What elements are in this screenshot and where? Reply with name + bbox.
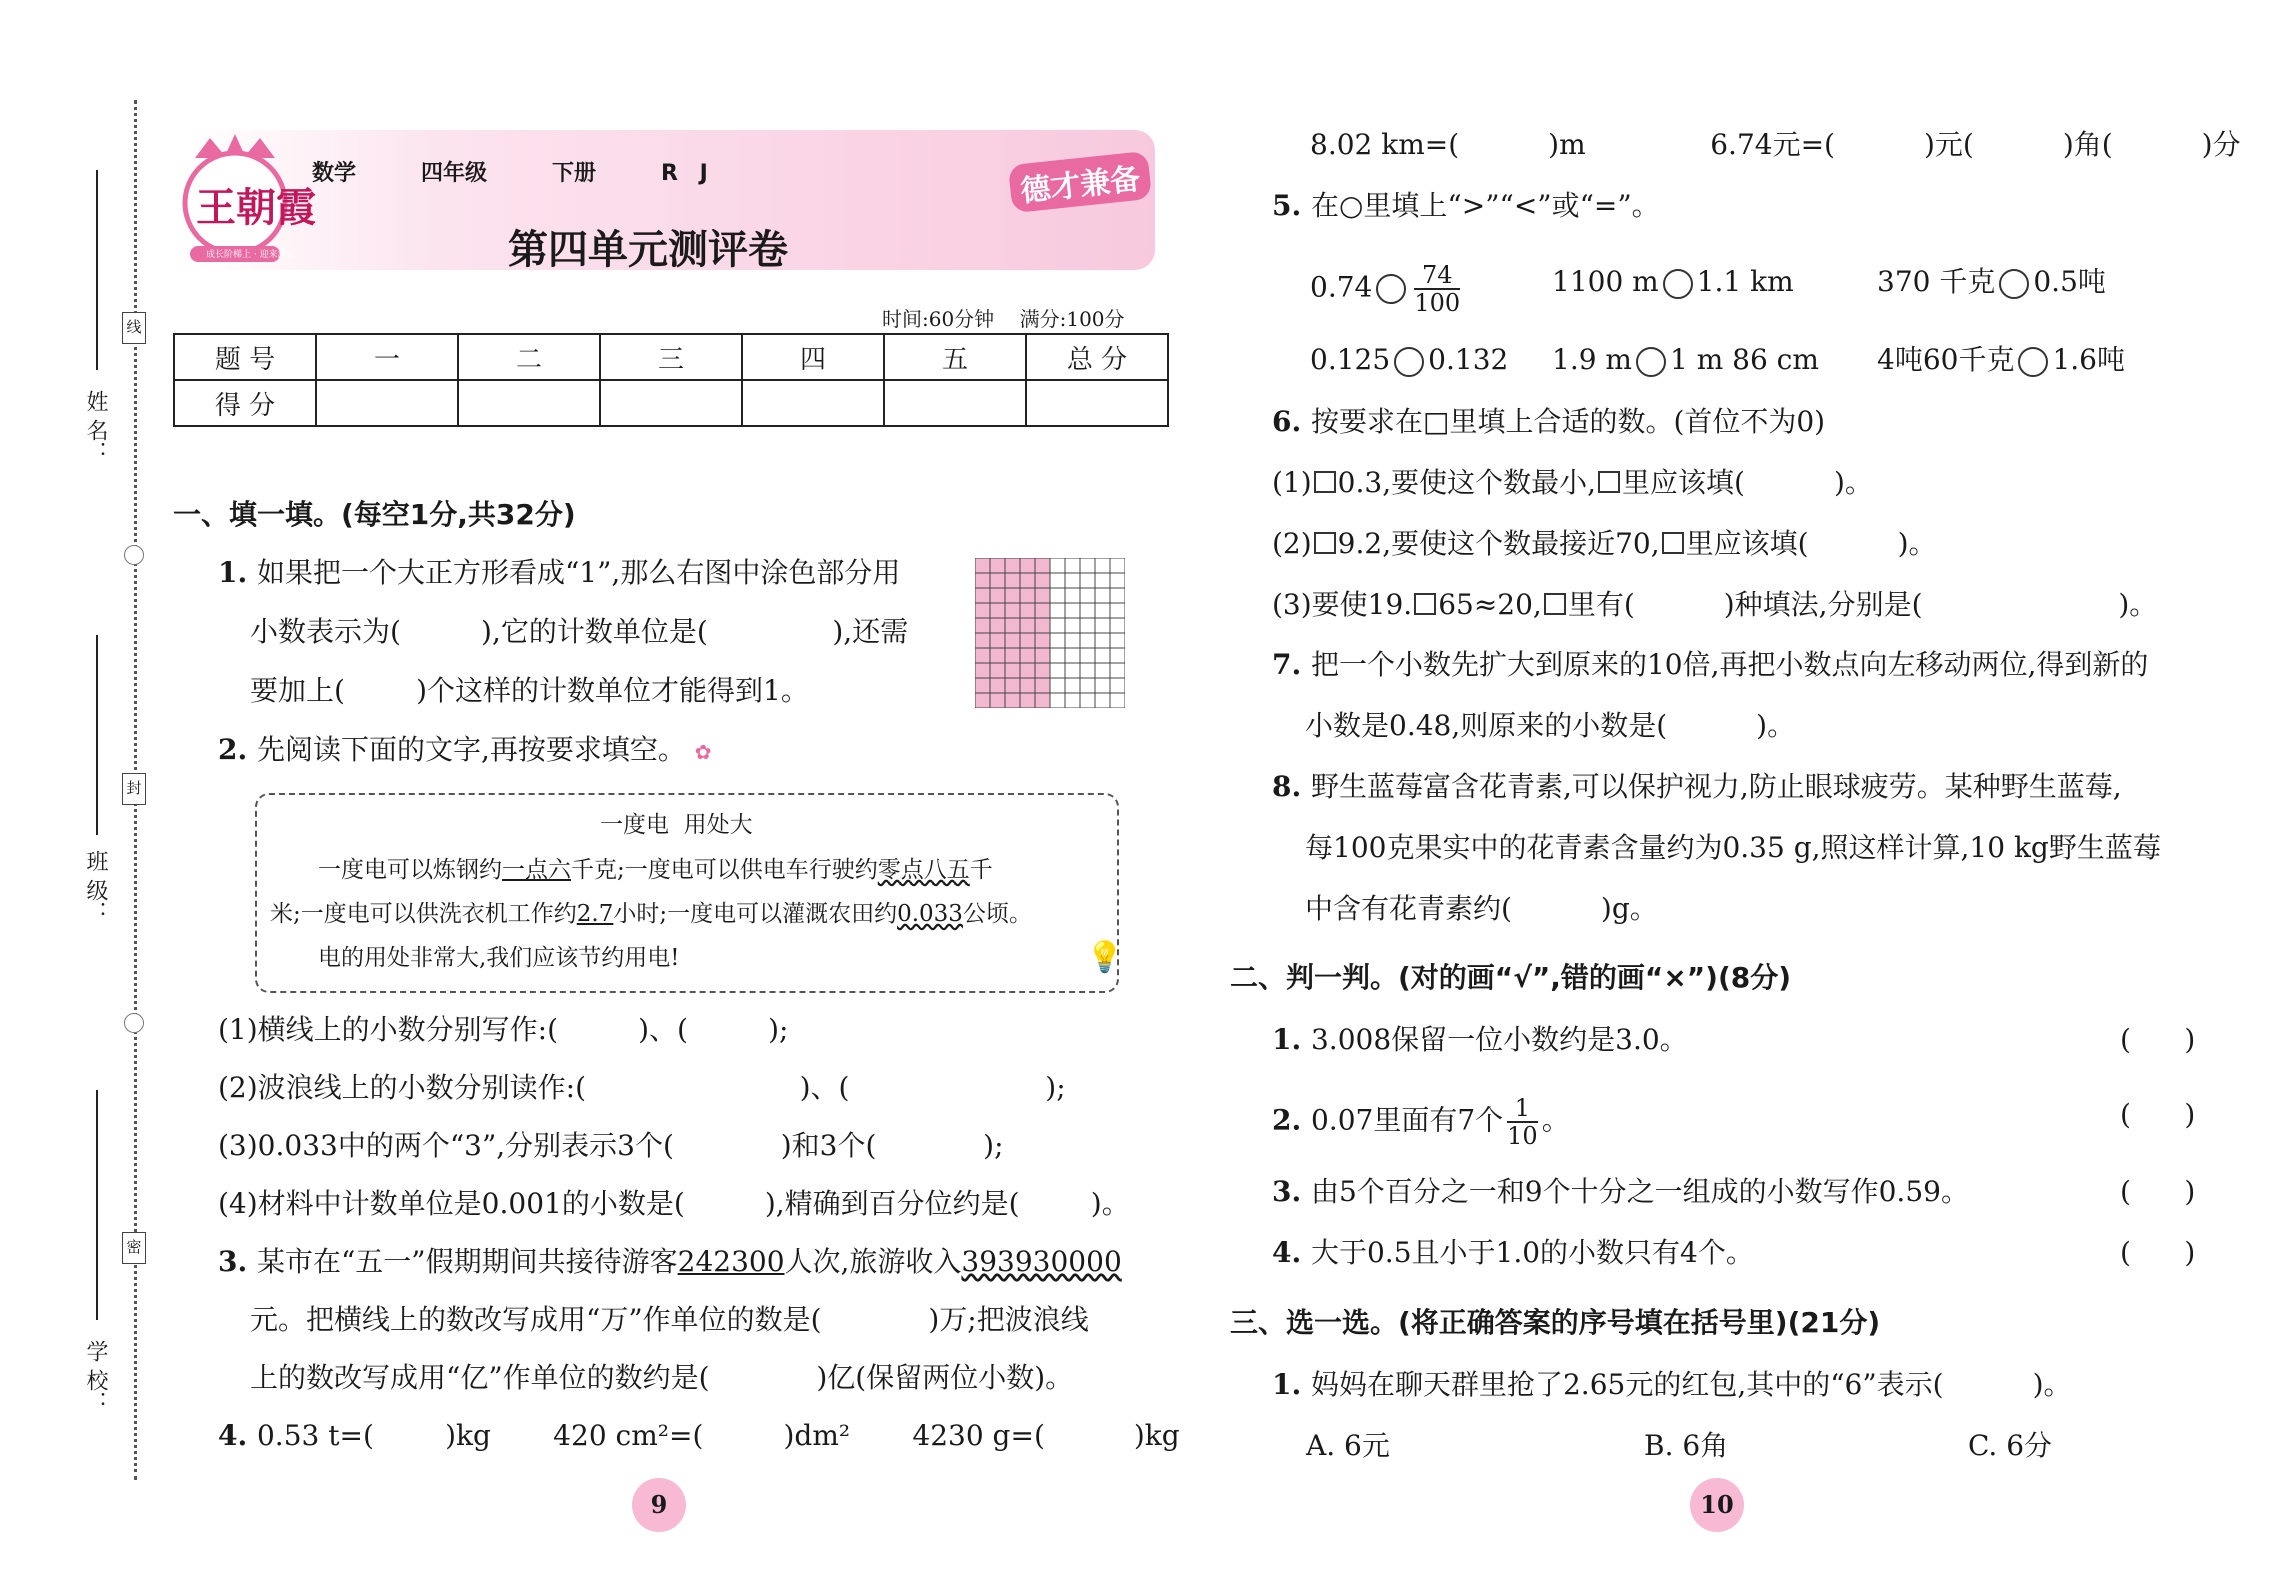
underlined-number: 242300 bbox=[677, 1245, 785, 1278]
q6-text: (1) bbox=[1272, 466, 1312, 499]
q-number: 3. bbox=[218, 1245, 257, 1278]
answer-paren[interactable]: ( ) bbox=[2120, 1175, 2196, 1208]
score-table-row bbox=[174, 334, 1168, 380]
seal-seal-mark: 封 bbox=[122, 773, 146, 805]
q-number: 1. bbox=[1272, 1023, 1311, 1056]
q6-text: 9.2,要使这个数最接近70, bbox=[1337, 527, 1660, 560]
choice-1: 妈妈在聊天群里抢了2.65元的红包,其中的“6”表示( )。 bbox=[1310, 1368, 2072, 1401]
answer-paren[interactable]: ( ) bbox=[2120, 1098, 2196, 1131]
reading-text: 米;一度电可以供洗衣机工作约 bbox=[270, 901, 577, 927]
compare-circle[interactable] bbox=[2018, 347, 2048, 377]
q6-text: 里应该填( )。 bbox=[1622, 466, 1873, 499]
score-header-cell: 总 分 bbox=[1026, 334, 1168, 380]
judge-4: 大于0.5且小于1.0的小数只有4个。 bbox=[1310, 1236, 1754, 1269]
compare-left: 0.74 bbox=[1310, 270, 1373, 304]
school-line bbox=[96, 1090, 98, 1320]
hundred-square-grid bbox=[975, 558, 1125, 708]
option-c[interactable]: C. 6分 bbox=[1968, 1429, 2053, 1462]
section2-title: 二、判一判。(对的画“√”,错的画“×”)(8分) bbox=[1230, 961, 1792, 994]
badge: 德才兼备 bbox=[1008, 151, 1152, 213]
volume: 下册 bbox=[552, 161, 597, 186]
section3-title: 三、选一选。(将正确答案的序号填在括号里)(21分) bbox=[1230, 1306, 1881, 1339]
compare-right: 1.6吨 bbox=[2052, 343, 2125, 376]
edition: R J bbox=[661, 161, 708, 186]
answer-paren[interactable]: ( ) bbox=[2120, 1236, 2196, 1269]
unit-conversion-line: 8.02 km=( )m 6.74元=( )元( )角( )分 bbox=[1310, 128, 2241, 161]
q8-line1: 野生蓝莓富含花青素,可以保护视力,防止眼球疲劳。某种野生蓝莓, bbox=[1310, 770, 2122, 803]
q-number: 2. bbox=[218, 733, 257, 766]
score-header-cell: 五 bbox=[884, 334, 1026, 380]
name-line bbox=[96, 170, 98, 370]
wavy-number: 0.033 bbox=[897, 901, 963, 927]
score-header-cell: 三 bbox=[600, 334, 742, 380]
q-number: 1. bbox=[218, 556, 257, 589]
compare-left: 0.125 bbox=[1310, 343, 1391, 376]
q7-line2: 小数是0.48,则原来的小数是( )。 bbox=[1305, 709, 1796, 742]
q6-text: 65≈20, bbox=[1438, 588, 1542, 621]
q1-line2: 小数表示为( ),它的计数单位是( ),还需 bbox=[250, 615, 909, 648]
compare-right: 1.1 km bbox=[1696, 265, 1794, 298]
q2-instruction: 先阅读下面的文字,再按要求填空。 bbox=[256, 733, 686, 766]
time-info: 时间:60分钟 满分:100分 bbox=[882, 307, 1125, 331]
q2-sub4: (4)材料中计数单位是0.001的小数是( ),精确到百分位约是( )。 bbox=[218, 1187, 1130, 1220]
reading-text: 公顷。 bbox=[962, 901, 1032, 927]
digit-box[interactable] bbox=[1414, 593, 1436, 615]
score-table bbox=[173, 333, 1169, 427]
option-a[interactable]: A. 6元 bbox=[1306, 1429, 1390, 1462]
q-number: 5. bbox=[1272, 189, 1311, 222]
score-cell[interactable] bbox=[600, 380, 742, 426]
q3-line3: 上的数改写成用“亿”作单位的数约是( )亿(保留两位小数)。 bbox=[250, 1361, 1074, 1394]
seal-line-mark: 线 bbox=[122, 312, 146, 344]
score-header-cell: 一 bbox=[316, 334, 458, 380]
header-meta bbox=[312, 156, 708, 187]
page-title: 第四单元测评卷 bbox=[508, 227, 788, 273]
reading-text: 千 bbox=[969, 857, 993, 883]
score-row-label: 得 分 bbox=[174, 380, 316, 426]
score-table-row bbox=[174, 380, 1168, 426]
logo-subtext: 成长阶梯上 · 迎来满足 bbox=[206, 250, 296, 260]
q5-instruction: 在○里填上“>”“<”或“=”。 bbox=[1310, 189, 1660, 222]
q-number: 6. bbox=[1272, 405, 1311, 438]
page-number: 10 bbox=[1690, 1478, 1744, 1532]
digit-box bbox=[1662, 532, 1684, 554]
judge-2: 0.07里面有7个 bbox=[1310, 1103, 1504, 1137]
compare-left: 1100 m bbox=[1552, 265, 1659, 298]
reading-title: 一度电 用处大 bbox=[600, 812, 753, 838]
q-number: 7. bbox=[1272, 648, 1311, 681]
q6-instruction: 按要求在□里填上合适的数。(首位不为0) bbox=[1310, 405, 1826, 438]
score-cell[interactable] bbox=[1026, 380, 1168, 426]
binding-hole-icon bbox=[124, 1013, 144, 1033]
q-number: 8. bbox=[1272, 770, 1311, 803]
score-header-cell: 四 bbox=[742, 334, 884, 380]
q6-text: 里应该填( )。 bbox=[1685, 527, 1937, 560]
fraction-denominator: 10 bbox=[1507, 1122, 1538, 1150]
q6-text: (3)要使19. bbox=[1272, 588, 1413, 621]
q6-text: 0.3,要使这个数最小, bbox=[1337, 466, 1597, 499]
score-cell[interactable] bbox=[316, 380, 458, 426]
class-label: 班 级： bbox=[83, 850, 108, 923]
score-cell[interactable] bbox=[884, 380, 1026, 426]
page-number: 9 bbox=[632, 1478, 686, 1532]
q-number: 1. bbox=[1272, 1368, 1311, 1401]
school-label: 学 校： bbox=[83, 1340, 108, 1413]
subject: 数学 bbox=[312, 161, 357, 186]
fraction-numerator: 74 bbox=[1414, 262, 1460, 290]
underlined-number: 一点六 bbox=[502, 857, 571, 883]
q6-text: 里有( )种填法,分别是( )。 bbox=[1567, 588, 2158, 621]
q3-text: 某市在“五一”假期期间共接待游客 bbox=[256, 1245, 678, 1278]
q-number: 2. bbox=[1272, 1103, 1311, 1137]
score-header-cell: 二 bbox=[458, 334, 600, 380]
compare-circle[interactable] bbox=[1376, 274, 1406, 304]
underlined-number: 2.7 bbox=[576, 901, 614, 927]
reading-text: 一度电可以炼钢约 bbox=[318, 857, 502, 883]
compare-circle[interactable] bbox=[1394, 347, 1424, 377]
compare-circle[interactable] bbox=[1999, 269, 2029, 299]
digit-box[interactable] bbox=[1314, 532, 1336, 554]
q7-line1: 把一个小数先扩大到原来的10倍,再把小数点向左移动两位,得到新的 bbox=[1310, 648, 2149, 681]
option-b[interactable]: B. 6角 bbox=[1644, 1429, 1729, 1462]
name-label: 姓 名： bbox=[83, 390, 108, 463]
reading-text: 电的用处非常大,我们应该节约用电! bbox=[318, 945, 680, 971]
q3-line2: 元。把横线上的数改写成用“万”作单位的数是( )万;把波浪线 bbox=[250, 1303, 1089, 1336]
q4-text: 0.53 t=( )kg 420 cm²=( )dm² 4230 g=( )kg bbox=[256, 1419, 1180, 1452]
grade: 四年级 bbox=[421, 161, 488, 186]
wavy-number: 零点八五 bbox=[877, 857, 970, 883]
q-number: 4. bbox=[218, 1419, 257, 1452]
compare-left: 370 千克 bbox=[1877, 265, 1996, 298]
fraction-denominator: 100 bbox=[1414, 289, 1461, 317]
compare-left: 1.9 m bbox=[1552, 343, 1632, 376]
q6-text: (2) bbox=[1272, 527, 1312, 560]
compare-circle[interactable] bbox=[1636, 347, 1666, 377]
q2-sub3: (3)0.033中的两个“3”,分别表示3个( )和3个( ); bbox=[218, 1129, 1004, 1162]
q2-sub2: (2)波浪线上的小数分别读作:( )、( ); bbox=[218, 1071, 1066, 1104]
pin-icon: ✿ bbox=[694, 740, 712, 764]
reading-text: 千克;一度电可以供电车行驶约 bbox=[571, 857, 878, 883]
compare-right: 0.132 bbox=[1428, 343, 1509, 376]
reading-text: 小时;一度电可以灌溉农田约 bbox=[613, 901, 898, 927]
compare-right: 0.5吨 bbox=[2033, 265, 2106, 298]
section1-title: 一、填一填。(每空1分,共32分) bbox=[173, 498, 576, 531]
seal-secret-mark: 密 bbox=[122, 1232, 146, 1264]
answer-paren[interactable]: ( ) bbox=[2120, 1023, 2196, 1056]
q3-text: 人次,旅游收入 bbox=[784, 1245, 962, 1278]
score-cell[interactable] bbox=[742, 380, 884, 426]
score-cell[interactable] bbox=[458, 380, 600, 426]
lightbulb-icon: 💡 bbox=[1086, 940, 1124, 975]
q8-line2: 每100克果实中的花青素含量约为0.35 g,照这样计算,10 kg野生蓝莓 bbox=[1305, 831, 2161, 864]
q-number: 3. bbox=[1272, 1175, 1311, 1208]
compare-left: 4吨60千克 bbox=[1877, 343, 2015, 376]
digit-box bbox=[1544, 593, 1566, 615]
fraction-numerator: 1 bbox=[1507, 1095, 1538, 1123]
class-line bbox=[96, 635, 98, 835]
fraction bbox=[1507, 1095, 1538, 1149]
binding-hole-icon bbox=[124, 545, 144, 565]
score-header-cell: 题 号 bbox=[174, 334, 316, 380]
fraction bbox=[1414, 262, 1460, 316]
logo-text: 王朝霞 bbox=[196, 184, 316, 231]
compare-circle[interactable] bbox=[1663, 269, 1693, 299]
judge-1: 3.008保留一位小数约是3.0。 bbox=[1310, 1023, 1688, 1056]
q2-sub1: (1)横线上的小数分别写作:( )、( ); bbox=[218, 1013, 789, 1046]
wavy-number: 393930000 bbox=[961, 1245, 1122, 1278]
q1-line3: 要加上( )个这样的计数单位才能得到1。 bbox=[250, 674, 809, 707]
digit-box[interactable] bbox=[1314, 471, 1336, 493]
digit-box bbox=[1598, 471, 1620, 493]
q8-line3: 中含有花青素约( )g。 bbox=[1305, 892, 1658, 925]
judge-3: 由5个百分之一和9个十分之一组成的小数写作0.59。 bbox=[1310, 1175, 1969, 1208]
judge-2: 。 bbox=[1541, 1103, 1570, 1137]
compare-right: 1 m 86 cm bbox=[1669, 343, 1819, 376]
q1-line1: 如果把一个大正方形看成“1”,那么右图中涂色部分用 bbox=[256, 556, 901, 589]
q-number: 4. bbox=[1272, 1236, 1311, 1269]
